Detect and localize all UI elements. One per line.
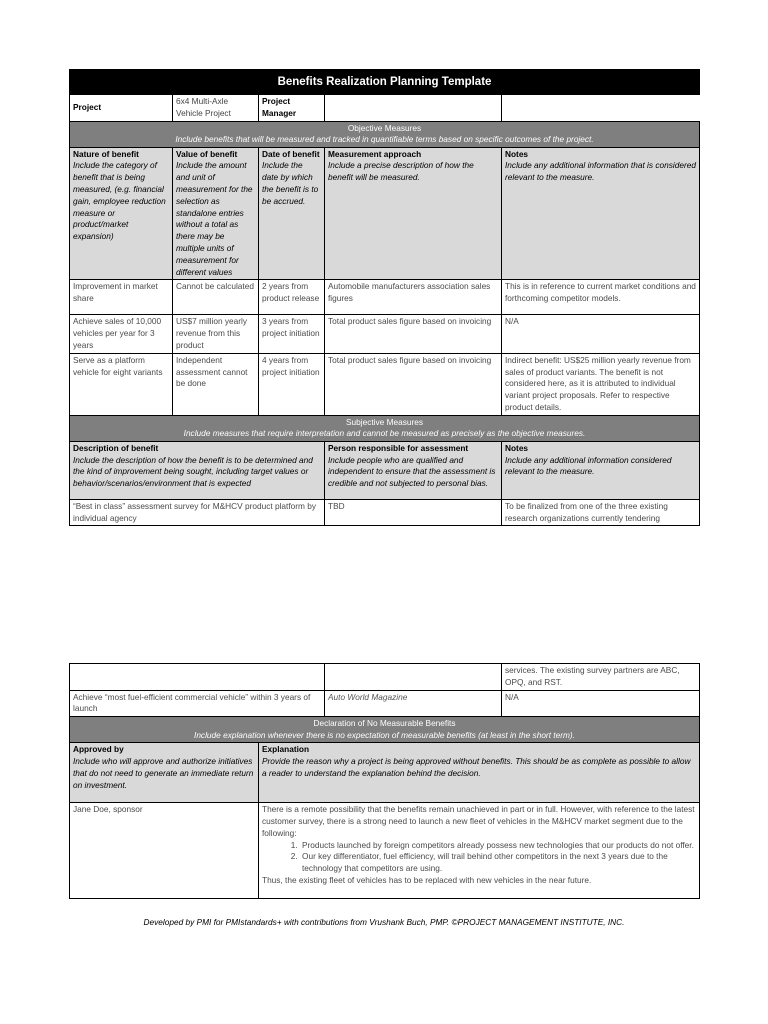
table-row	[70, 664, 700, 691]
explanation-list	[262, 840, 696, 875]
subjective-measures-subheading: Include measures that require interpretation and cannot be measured as precisely as the objective measures.	[183, 428, 586, 439]
declaration-heading: Declaration of No Measurable Benefits	[313, 718, 456, 729]
table-cell: US$7 million yearly revenue from this product	[173, 315, 259, 353]
table-cell: “Best in class” assessment survey for M&HCV product platform by individual agency	[70, 499, 325, 526]
table-cell: Achieve “most fuel-efficient commercial vehicle” within 3 years of launch	[70, 690, 325, 717]
approver-cell: Jane Doe, sponsor	[70, 803, 259, 899]
explanation-outro: Thus, the existing fleet of vehicles has to be replaced with new vehicles in the near future.	[262, 874, 592, 885]
table-cell: Auto World Magazine	[325, 690, 502, 717]
project-label: Project	[70, 95, 173, 122]
project-value: 6x4 Multi-Axle Vehicle Project	[173, 95, 259, 122]
benefits-table-page2	[69, 663, 700, 899]
table-cell: N/A	[502, 690, 700, 717]
table-cell: 3 years from project initiation	[259, 315, 325, 353]
table-row	[70, 315, 700, 353]
col-measurement-approach: Measurement approach Include a precise description of how the benefit will be measured.	[325, 147, 502, 280]
table-cell: 4 years from project initiation	[259, 353, 325, 415]
col-date-of-benefit: Date of benefit Include the date by which the benefit is to be accrued.	[259, 147, 325, 280]
table-cell	[325, 664, 502, 691]
col-person-responsible: Person responsible for assessment Include people who are qualified and independent to ensure that the assessment is credible and not subjected to personal bias.	[325, 441, 502, 499]
table-row	[70, 803, 700, 899]
table-cell: Total product sales figure based on invoicing	[325, 353, 502, 415]
table-cell: Cannot be calculated	[173, 280, 259, 315]
table-cell: Achieve sales of 10,000 vehicles per year for 3 years	[70, 315, 173, 353]
col-value-of-benefit: Value of benefit Include the amount and unit of measurement for the selection as standalone entries without a total as there may be multiple units of measurement for different values	[173, 147, 259, 280]
explanation-cell	[259, 803, 700, 899]
table-cell	[70, 664, 325, 691]
table-cell: services. The existing survey partners are ABC, OPQ, and RST.	[502, 664, 700, 691]
project-manager-value	[325, 95, 502, 122]
benefits-table-page1	[69, 69, 700, 526]
table-cell: This is in reference to current market conditions and forthcoming competitor models.	[502, 280, 700, 315]
subjective-measures-header	[70, 415, 700, 441]
page-title: Benefits Realization Planning Template	[70, 70, 700, 95]
table-cell: N/A	[502, 315, 700, 353]
table-row	[70, 353, 700, 415]
declaration-header	[70, 717, 700, 743]
table-cell: Total product sales figure based on invoicing	[325, 315, 502, 353]
declaration-subheading: Include explanation whenever there is no expectation of measurable benefits (at least in the short term).	[194, 729, 575, 740]
table-cell: Independent assessment cannot be done	[173, 353, 259, 415]
table-cell: Automobile manufacturers association sales figures	[325, 280, 502, 315]
table-cell: Improvement in market share	[70, 280, 173, 315]
table-cell: To be finalized from one of the three existing research organizations currently tendering	[502, 499, 700, 526]
table-row	[70, 280, 700, 315]
list-item: 1. Products launched by foreign competitors already possess new technologies that our products do not offer.	[300, 840, 696, 852]
footer-credit: Developed by PMI for PMIstandards+ with contributions from Vrushank Buch, PMP. ©PROJECT MANAGEMENT INSTITUTE, INC.	[143, 917, 625, 927]
objective-measures-subheading: Include benefits that will be measured and tracked in quantifiable terms based on specific outcomes of the project.	[175, 134, 594, 145]
table-cell: Indirect benefit: US$25 million yearly revenue from sales of product variants. The benefit is not considered here, as it is attributed to individual variant project proposals. Refer to respective product details.	[502, 353, 700, 415]
table-row	[70, 690, 700, 717]
table-row	[70, 499, 700, 526]
project-manager-label: Project Manager	[259, 95, 325, 122]
objective-measures-header	[70, 121, 700, 147]
col-nature-of-benefit: Nature of benefit Include the category of benefit that is being measured, (e.g. financial gain, employee reduction measure or product/market expansion)	[70, 147, 173, 280]
table-cell: Serve as a platform vehicle for eight variants	[70, 353, 173, 415]
col-explanation: Explanation Provide the reason why a project is being approved without benefits. This should be as complete as possible to allow a reader to understand the explanation behind the decision.	[259, 743, 700, 803]
table-cell: TBD	[325, 499, 502, 526]
col-subjective-notes: Notes Include any additional information considered relevant to the measure.	[502, 441, 700, 499]
col-approved-by: Approved by Include who will approve and authorize initiatives that do not need to generate an immediate return on investment.	[70, 743, 259, 803]
table-cell: 2 years from product release	[259, 280, 325, 315]
objective-measures-heading: Objective Measures	[347, 122, 422, 133]
col-description-of-benefit: Description of benefit Include the description of how the benefit is to be determined and the kind of improvement being sought, including target values or behavior/scenarios/environment that is expected	[70, 441, 325, 499]
explanation-intro: There is a remote possibility that the benefits remain unachieved in part or in full. However, with reference to the latest customer survey, there is a strong need to launch a new fleet of vehicles in the M&HCV market segment due to the following:	[262, 804, 695, 838]
col-notes: Notes Include any additional information that is considered relevant to the measure.	[502, 147, 700, 280]
subjective-measures-heading: Subjective Measures	[345, 416, 423, 427]
list-item: 2. Our key differentiator, fuel efficiency, will trail behind other competitors in the next 3 years due to the technology that competitors are using.	[300, 851, 696, 875]
